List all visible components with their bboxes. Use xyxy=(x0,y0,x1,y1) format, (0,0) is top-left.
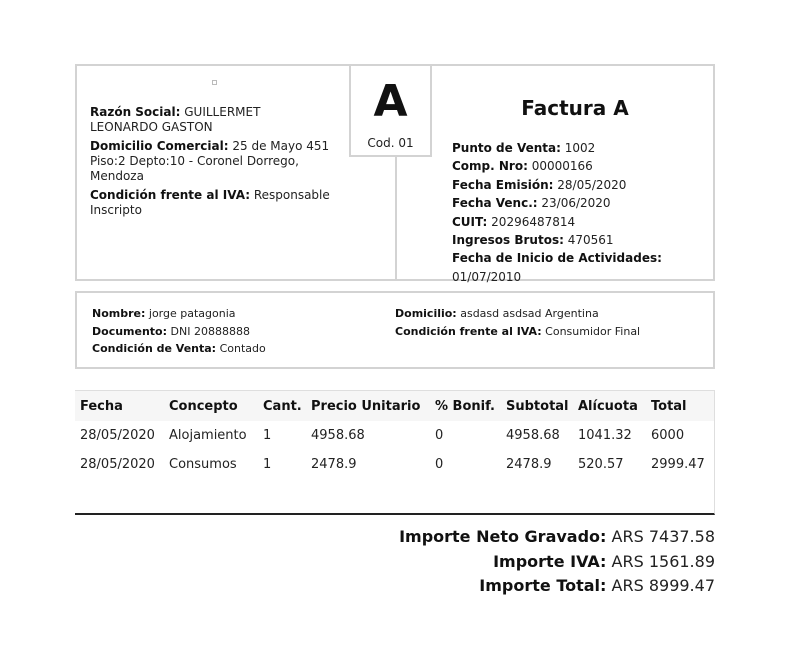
invoice-type-box xyxy=(349,64,432,157)
seller-iva-label: Condición frente al IVA: xyxy=(90,188,250,202)
column-header: Cant. xyxy=(263,399,302,414)
table-cell: 6000 xyxy=(651,428,685,443)
table-cell: 4958.68 xyxy=(506,428,560,443)
items-table-header xyxy=(75,391,714,421)
field-value: 20296487814 xyxy=(491,214,576,229)
buyer-info-left xyxy=(92,305,382,358)
total-label: Importe Total: xyxy=(479,576,607,595)
field-value: DNI 20888888 xyxy=(170,324,250,338)
seller-razon-social-value: GUILLERMET LEONARDO GASTON xyxy=(90,105,261,134)
field-label: Fecha de Inicio de Actividades: xyxy=(452,251,662,266)
buyer-field xyxy=(395,305,705,323)
field-value: 470561 xyxy=(567,233,614,248)
invoice-code: Cod. 01 xyxy=(367,136,414,150)
seller-domicilio-label: Domicilio Comercial: xyxy=(90,139,229,153)
field-label: Punto de Venta: xyxy=(452,141,561,155)
field-value: 1002 xyxy=(564,141,596,155)
field-label: Fecha Venc.: xyxy=(452,196,538,211)
total-iva xyxy=(399,550,715,575)
header-divider xyxy=(395,157,397,281)
seller-razon-social xyxy=(90,105,330,135)
field-value: Contado xyxy=(219,342,266,355)
invoice-info xyxy=(452,139,712,286)
field-label: Comp. Nro: xyxy=(452,159,528,174)
invoice-title: Factura A xyxy=(521,96,629,120)
field-label: Fecha Emisión: xyxy=(452,177,554,192)
column-header: Total xyxy=(651,399,687,414)
column-header: Alícuota xyxy=(578,399,638,414)
table-cell: 0 xyxy=(435,428,444,443)
column-header: Precio Unitario xyxy=(311,399,421,414)
seller-domicilio-value: 25 de Mayo 451 Piso:2 Depto:10 - Coronel Dorrego, Mendoza xyxy=(90,139,330,183)
table-cell: Consumos xyxy=(169,457,237,472)
field-label: Ingresos Brutos: xyxy=(452,233,564,248)
column-header: % Bonif. xyxy=(435,399,495,414)
items-table xyxy=(75,390,715,515)
invoice-field xyxy=(452,231,712,249)
table-cell: 2478.9 xyxy=(506,457,552,472)
field-value: jorge patagonia xyxy=(148,307,236,320)
table-cell: 4958.68 xyxy=(311,428,365,443)
seller-domicilio xyxy=(90,139,330,184)
total-label: Importe IVA: xyxy=(493,551,607,571)
column-header: Subtotal xyxy=(506,399,569,414)
logo-placeholder-icon xyxy=(212,80,217,85)
field-label: CUIT: xyxy=(452,214,488,229)
field-label: Condición frente al IVA: xyxy=(395,324,542,338)
total-label: Importe Neto Gravado: xyxy=(399,527,607,546)
buyer-info-right xyxy=(395,305,705,340)
field-value: 01/07/2010 xyxy=(452,269,522,284)
table-cell: 2999.47 xyxy=(651,457,705,472)
buyer-field xyxy=(395,323,705,341)
table-cell: Alojamiento xyxy=(169,428,247,443)
table-cell: 1041.32 xyxy=(578,428,632,443)
field-value: 28/05/2020 xyxy=(557,177,627,192)
table-cell: 0 xyxy=(435,457,444,472)
table-cell: 520.57 xyxy=(578,457,624,472)
column-header: Fecha xyxy=(80,399,123,414)
field-label: Documento: xyxy=(92,324,168,338)
invoice-field xyxy=(452,194,712,212)
table-cell: 1 xyxy=(263,457,272,472)
column-header: Concepto xyxy=(169,399,238,414)
field-value: asdasd asdsad Argentina xyxy=(460,307,599,320)
seller-iva xyxy=(90,188,330,218)
field-label: Nombre: xyxy=(92,307,146,320)
seller-razon-social-label: Razón Social: xyxy=(90,105,181,119)
seller-iva-value: Responsable Inscripto xyxy=(90,188,330,217)
invoice-field xyxy=(452,176,712,194)
field-value: 00000166 xyxy=(531,159,593,174)
total-value: ARS 1561.89 xyxy=(611,551,715,571)
invoice-field xyxy=(452,157,712,175)
invoice-letter: A xyxy=(373,76,408,127)
seller-info xyxy=(90,105,330,222)
buyer-field xyxy=(92,340,382,358)
total-value: ARS 8999.47 xyxy=(611,576,715,595)
table-cell: 28/05/2020 xyxy=(80,457,155,472)
field-label: Condición de Venta: xyxy=(92,342,217,355)
field-value: Consumidor Final xyxy=(545,324,641,338)
invoice-field xyxy=(452,249,712,286)
total-value: ARS 7437.58 xyxy=(611,527,715,546)
total-neto xyxy=(399,525,715,550)
invoice-field xyxy=(452,139,712,157)
field-label: Domicilio: xyxy=(395,307,457,320)
table-cell: 2478.9 xyxy=(311,457,357,472)
field-value: 23/06/2020 xyxy=(541,196,611,211)
buyer-field xyxy=(92,305,382,323)
table-cell: 28/05/2020 xyxy=(80,428,155,443)
totals xyxy=(399,525,715,599)
buyer-field xyxy=(92,323,382,341)
total-final xyxy=(399,574,715,599)
table-cell: 1 xyxy=(263,428,272,443)
invoice-field xyxy=(452,213,712,231)
